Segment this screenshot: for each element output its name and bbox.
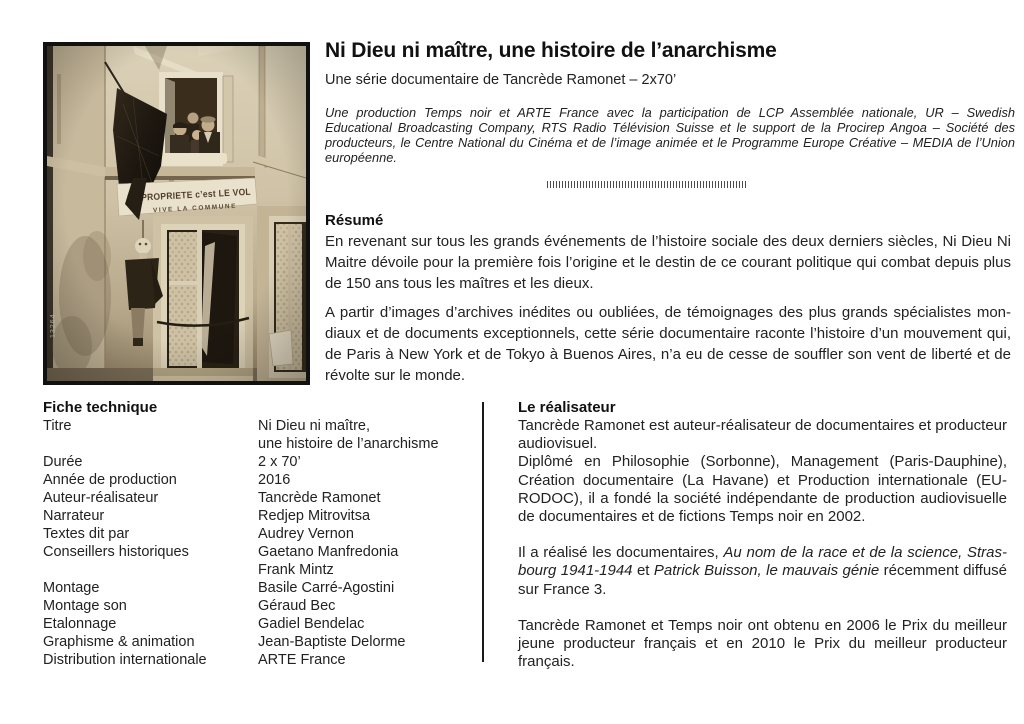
fiche-technique-section xyxy=(43,399,473,669)
fiche-value xyxy=(258,651,473,669)
fiche-value xyxy=(258,489,473,507)
realisateur-paragraphs xyxy=(518,417,1007,671)
resume-paragraphs xyxy=(325,231,1011,386)
film-title-text: Au nom de la race et de la science, Strasbourg 1941-1944 xyxy=(518,544,1007,580)
fiche-value-line: Basile Carré-Agostini xyxy=(258,580,395,596)
fiche-label: Graphisme & animation xyxy=(43,634,195,650)
fiche-value-line: Gadiel Bendelac xyxy=(258,616,365,632)
fiche-value xyxy=(258,633,473,651)
body-text: et xyxy=(632,562,654,580)
fiche-label: Montage xyxy=(43,580,100,596)
body-text: Diplômé en Philosophie (Sorbonne), Management (Paris-Dauphine), Création documentaire (La Havane) et Production internationale (EURODOC), il a fondé la société indépendante de production audiovisuelle de documentaires et de fictions Temps noir en 2002. xyxy=(518,453,1007,526)
fiche-value-line: ARTE France xyxy=(258,652,346,668)
realisateur-heading: Le réalisateur xyxy=(518,399,616,416)
fiche-label: Année de production xyxy=(43,472,177,488)
fiche-value xyxy=(258,615,473,633)
fiche-label: Durée xyxy=(43,454,83,470)
section-divider-barcode xyxy=(547,181,747,188)
resume-paragraph: A partir d’images d’archives inédites ou oubliées, de témoignages des plus grands spécialistes mondiaux et de documents exceptionnels, cette série documentaire raconte l’histoire d’un mouvement qui, de Paris à New York et de Tokyo à Buenos Aires, n’a eu de cesse de souffler son vent de liberté et de révolte sur le monde. xyxy=(325,304,1011,384)
page-title: Ni Dieu ni maître, une histoire de l’anarchisme xyxy=(325,39,777,62)
fiche-value-line: Frank Mintz xyxy=(258,562,334,578)
fiche-value-line: Ni Dieu ni maître, xyxy=(258,418,371,434)
photo-illustration xyxy=(47,46,306,381)
photo-vignette xyxy=(47,46,306,381)
fiche-value xyxy=(258,579,473,597)
realisateur-paragraph xyxy=(518,617,1007,672)
fiche-value xyxy=(258,543,473,579)
body-text: Tancrède Ramonet est auteur-réalisateur de documentaires et producteur audiovisuel. xyxy=(518,417,1007,453)
fiche-label: Textes dit par xyxy=(43,526,130,542)
fiche-value xyxy=(258,417,473,453)
fiche-value-line: 2 x 70’ xyxy=(258,454,301,470)
fiche-label: Etalonnage xyxy=(43,616,117,632)
fiche-label: Distribution internationale xyxy=(43,652,207,668)
fiche-table xyxy=(43,417,473,669)
fiche-value xyxy=(258,471,473,489)
body-text: récemment diffusé sur France 3. xyxy=(518,562,1007,598)
realisateur-paragraph xyxy=(518,453,1007,526)
realisateur-paragraph xyxy=(518,544,1007,599)
resume-heading: Résumé xyxy=(325,212,384,229)
fiche-label: Titre xyxy=(43,418,72,434)
body-text: Il a réalisé les documentaires, xyxy=(518,544,724,562)
fiche-value xyxy=(258,507,473,525)
production-note: Une production Temps noir et ARTE France avec la participation de LCP Assemblée nationale, UR – Swedish Educational Broadcasting Company, RTS Radio Télévision Suisse et le support de la Procirep Angoa – Société des producteurs, le Centre National du Cinéma et de l’image animée et le Programme Europe Créative – MEDIA de l’Union européenne. xyxy=(325,105,1015,165)
fiche-value-line: Gaetano Manfredonia xyxy=(258,544,399,560)
fiche-label: Auteur-réalisateur xyxy=(43,490,159,506)
column-divider xyxy=(482,402,484,662)
fiche-value-line: Géraud Bec xyxy=(258,598,336,614)
fiche-value xyxy=(258,453,473,471)
body-text: Tancrède Ramonet et Temps noir ont obtenu en 2006 le Prix du meilleur jeune producteur français et en 2010 le Prix du meilleur producteur français. xyxy=(518,616,1007,671)
resume-paragraph: En revenant sur tous les grands événements de l’histoire sociale des deux derniers siècles, Ni Dieu Ni Maitre dévoile pour la première fois l’origine et le destin de ce courant politique qui combat depuis plus de 150 ans tous les maîtres et les dieux. xyxy=(325,233,1011,292)
fiche-value-line: Audrey Vernon xyxy=(258,526,354,542)
fiche-value-line: Redjep Mitrovitsa xyxy=(258,508,371,524)
resume-section xyxy=(325,210,1011,386)
header xyxy=(325,38,1015,165)
realisateur-paragraph xyxy=(518,417,1007,453)
film-title-text: Patrick Buisson, le mauvais génie xyxy=(653,562,880,580)
series-subtitle: Une série documentaire de Tancrède Ramonet – 2x70’ xyxy=(325,72,677,88)
fiche-heading: Fiche technique xyxy=(43,399,158,416)
fiche-value-line: Jean-Baptiste Delorme xyxy=(258,634,406,650)
fiche-value-line: une histoire de l’anarchisme xyxy=(258,436,439,452)
fiche-value-line: 2016 xyxy=(258,472,291,488)
realisateur-section xyxy=(518,399,1007,671)
fiche-label: Montage son xyxy=(43,598,127,614)
fiche-value xyxy=(258,597,473,615)
fiche-label: Conseillers historiques xyxy=(43,544,189,560)
fiche-value xyxy=(258,525,473,543)
fiche-label: Narrateur xyxy=(43,508,105,524)
fiche-value-line: Tancrède Ramonet xyxy=(258,490,381,506)
archival-photo xyxy=(43,42,310,385)
